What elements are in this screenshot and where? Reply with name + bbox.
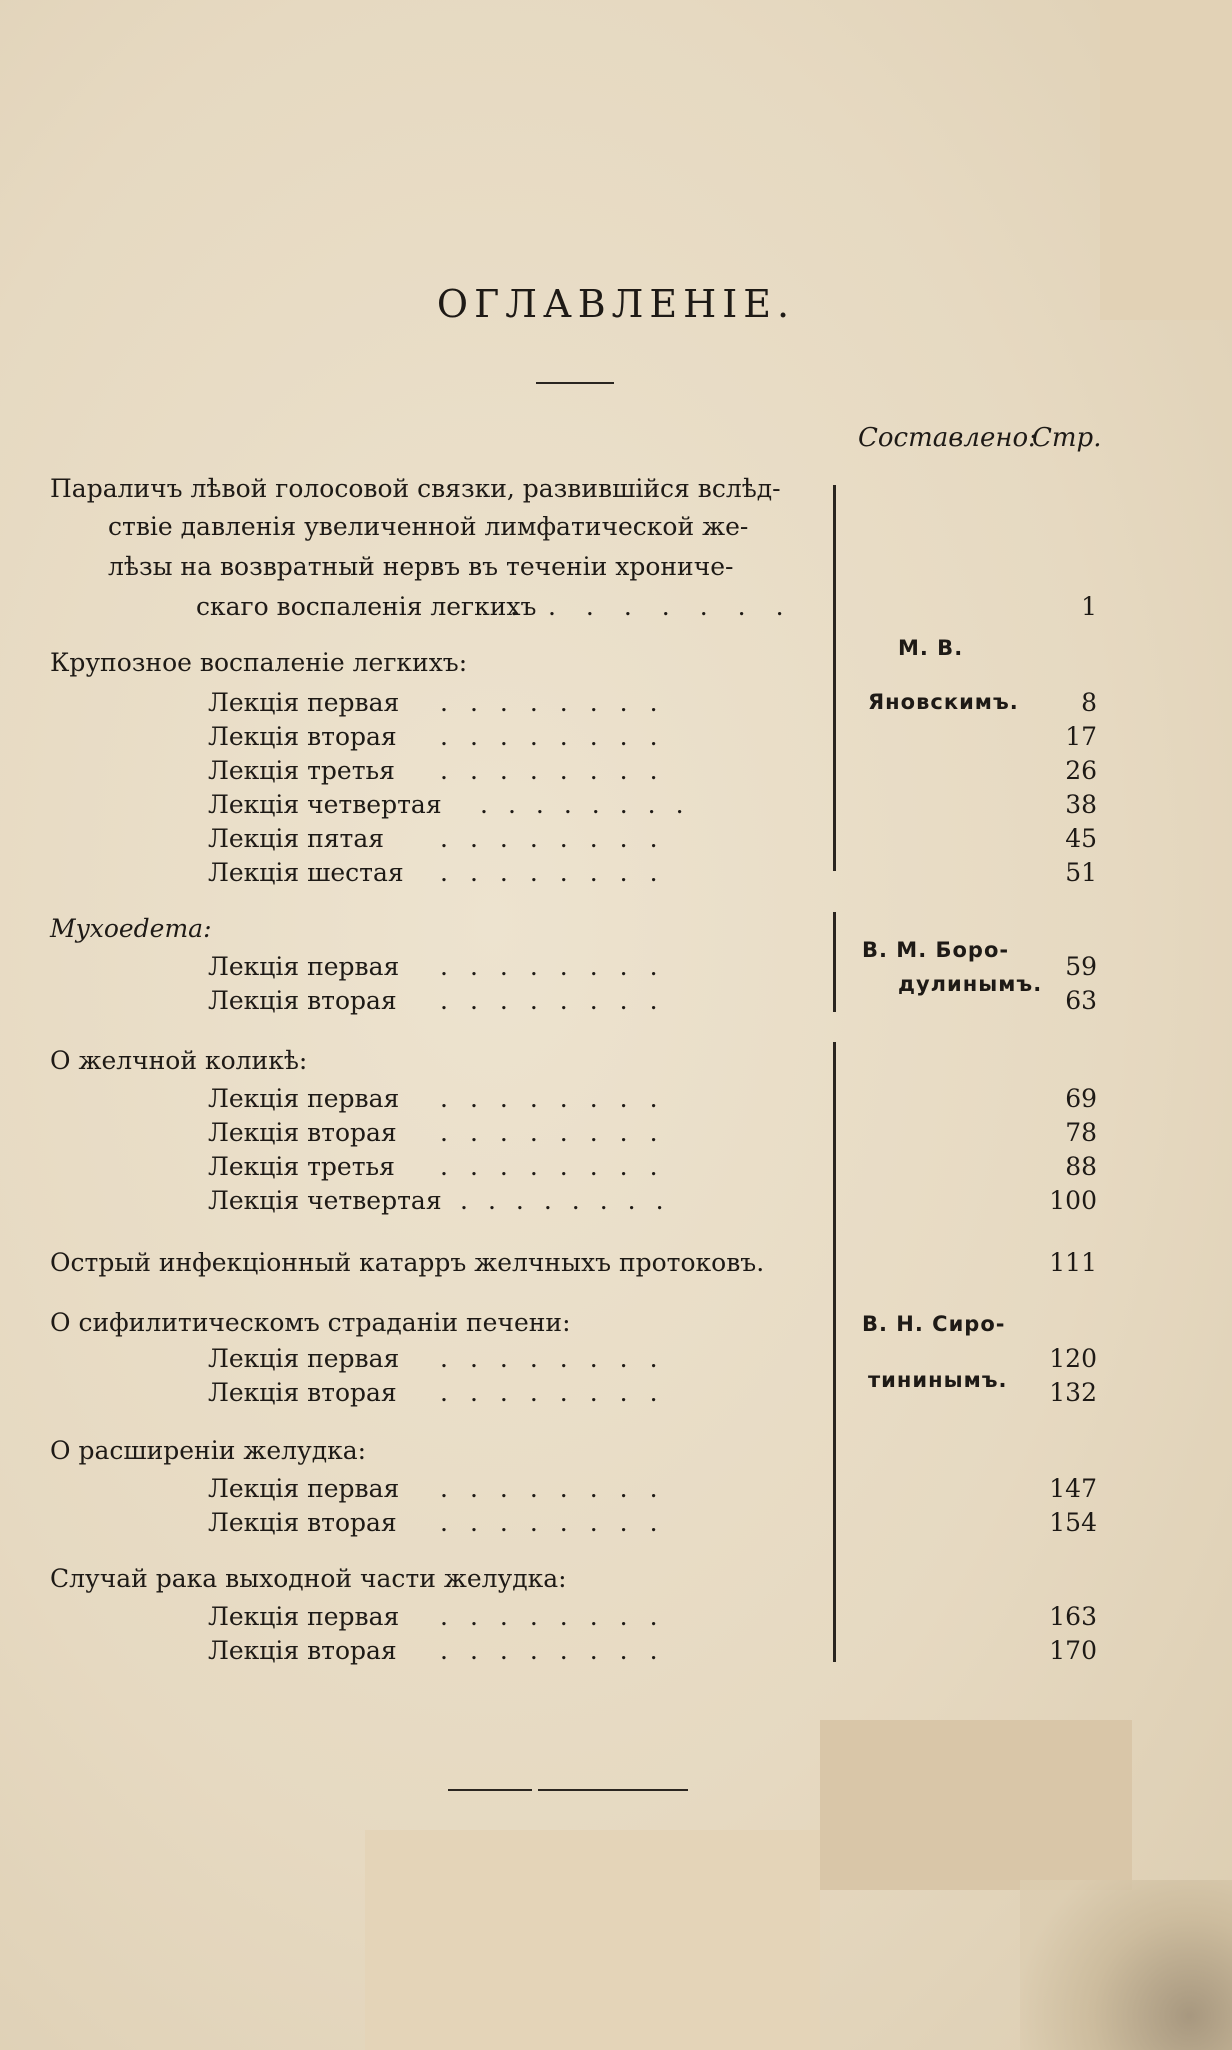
lecture-label: Лекція вторая: [208, 1118, 397, 1147]
section-heading: Крупозное воспаленіе легкихъ:: [50, 648, 468, 677]
dot-leader: ........: [440, 1602, 680, 1631]
page-number: 45: [1065, 824, 1097, 853]
lecture-label: Лекція первая: [208, 1474, 400, 1503]
author-name: В. М. Боро-: [862, 938, 1010, 962]
bottom-rule: [448, 1789, 532, 1791]
page-number: 26: [1065, 756, 1097, 785]
section-heading: Случай рака выходной части желудка:: [50, 1564, 567, 1593]
dot-leader: ........: [440, 1084, 680, 1113]
lecture-label: Лекція вторая: [208, 722, 397, 751]
page-number: 69: [1065, 1084, 1097, 1113]
author-brace: [833, 485, 836, 871]
page-number: 8: [1081, 688, 1097, 717]
paper-patch: [1100, 0, 1232, 320]
page-number: 59: [1065, 952, 1097, 981]
dot-leader: ........: [440, 952, 680, 981]
lecture-label: Лекція вторая: [208, 1508, 397, 1537]
page-number: 120: [1049, 1344, 1097, 1373]
title-rule: [536, 382, 614, 384]
paper-patch: [365, 1830, 820, 2050]
lecture-label: Лекція пятая: [208, 824, 385, 853]
lecture-label: Лекція третья: [208, 756, 395, 785]
dot-leader: ........: [440, 1508, 680, 1537]
dot-leader: ........: [440, 1378, 680, 1407]
dot-leader: ........: [510, 592, 814, 621]
page-number: 51: [1065, 858, 1097, 887]
dot-leader: ........: [440, 1344, 680, 1373]
dot-leader: ........: [480, 790, 704, 819]
section-heading: О расширеніи желудка:: [50, 1436, 367, 1465]
dot-leader: ........: [440, 1636, 680, 1665]
page-number: 170: [1049, 1636, 1097, 1665]
page-number: 88: [1065, 1152, 1097, 1181]
lecture-label: Лекція вторая: [208, 1378, 397, 1407]
page-number: 17: [1065, 722, 1097, 751]
lecture-label: Лекція третья: [208, 1152, 395, 1181]
dot-leader: ........: [440, 722, 680, 751]
lecture-label: Лекція вторая: [208, 986, 397, 1015]
bottom-rule: [538, 1789, 688, 1791]
dot-leader: ........: [460, 1186, 684, 1215]
entry-line: скаго воспаленія легкихъ: [196, 592, 537, 621]
author-name: В. Н. Сиро-: [862, 1312, 1006, 1336]
author-name: Яновскимъ.: [868, 690, 1019, 714]
dot-leader: ........: [440, 688, 680, 717]
dot-leader: ........: [440, 986, 680, 1015]
entry-line: Параличъ лѣвой голосовой связки, развившійся вслѣд-: [50, 474, 781, 503]
compiled-by-header: Составлено:: [858, 423, 1037, 453]
dot-leader: ........: [440, 756, 680, 785]
page-number: 163: [1049, 1602, 1097, 1631]
page-number: 154: [1049, 1508, 1097, 1537]
paper-stain: [1020, 1880, 1232, 2050]
author-brace: [833, 912, 836, 1012]
dot-leader: ........: [440, 824, 680, 853]
lecture-label: Лекція первая: [208, 1084, 400, 1113]
dot-leader: ........: [440, 1152, 680, 1181]
page-number: 132: [1049, 1378, 1097, 1407]
author-name: тининымъ.: [868, 1368, 1008, 1392]
section-heading: Myxoedema:: [50, 914, 212, 943]
lecture-label: Лекція первая: [208, 688, 400, 717]
author-name: М. В.: [898, 636, 964, 660]
lecture-label: Лекція первая: [208, 1344, 400, 1373]
page-number: 111: [1049, 1248, 1097, 1277]
page-number: 100: [1049, 1186, 1097, 1215]
dot-leader: ........: [440, 858, 680, 887]
page-number: 63: [1065, 986, 1097, 1015]
lecture-label: Лекція первая: [208, 1602, 400, 1631]
entry-line: ствіе давленія увеличенной лимфатической же-: [108, 512, 749, 541]
page-number: 147: [1049, 1474, 1097, 1503]
page-header: Стр.: [1032, 423, 1102, 453]
lecture-label: Лекція четвертая: [208, 790, 442, 819]
page-number: 38: [1065, 790, 1097, 819]
author-name: дулинымъ.: [898, 972, 1043, 996]
author-brace: [833, 1042, 836, 1662]
paper-patch: [820, 1720, 1132, 1890]
page-number: 1: [1081, 592, 1097, 621]
lecture-label: Лекція вторая: [208, 1636, 397, 1665]
page-number: 78: [1065, 1118, 1097, 1147]
lecture-label: Лекція шестая: [208, 858, 404, 887]
lecture-label: Лекція четвертая: [208, 1186, 442, 1215]
dot-leader: ........: [440, 1474, 680, 1503]
dot-leader: ........: [440, 1118, 680, 1147]
lecture-label: Лекція первая: [208, 952, 400, 981]
page-title: ОГЛАВЛЕНІЕ.: [436, 282, 796, 326]
section-heading: О сифилитическомъ страданіи печени:: [50, 1308, 571, 1337]
section-heading: Острый инфекціонный катарръ желчныхъ протоковъ.: [50, 1248, 765, 1277]
section-heading: О желчной коликѣ:: [50, 1046, 308, 1075]
entry-line: лѣзы на возвратный нервъ въ теченіи хрониче-: [108, 552, 734, 581]
